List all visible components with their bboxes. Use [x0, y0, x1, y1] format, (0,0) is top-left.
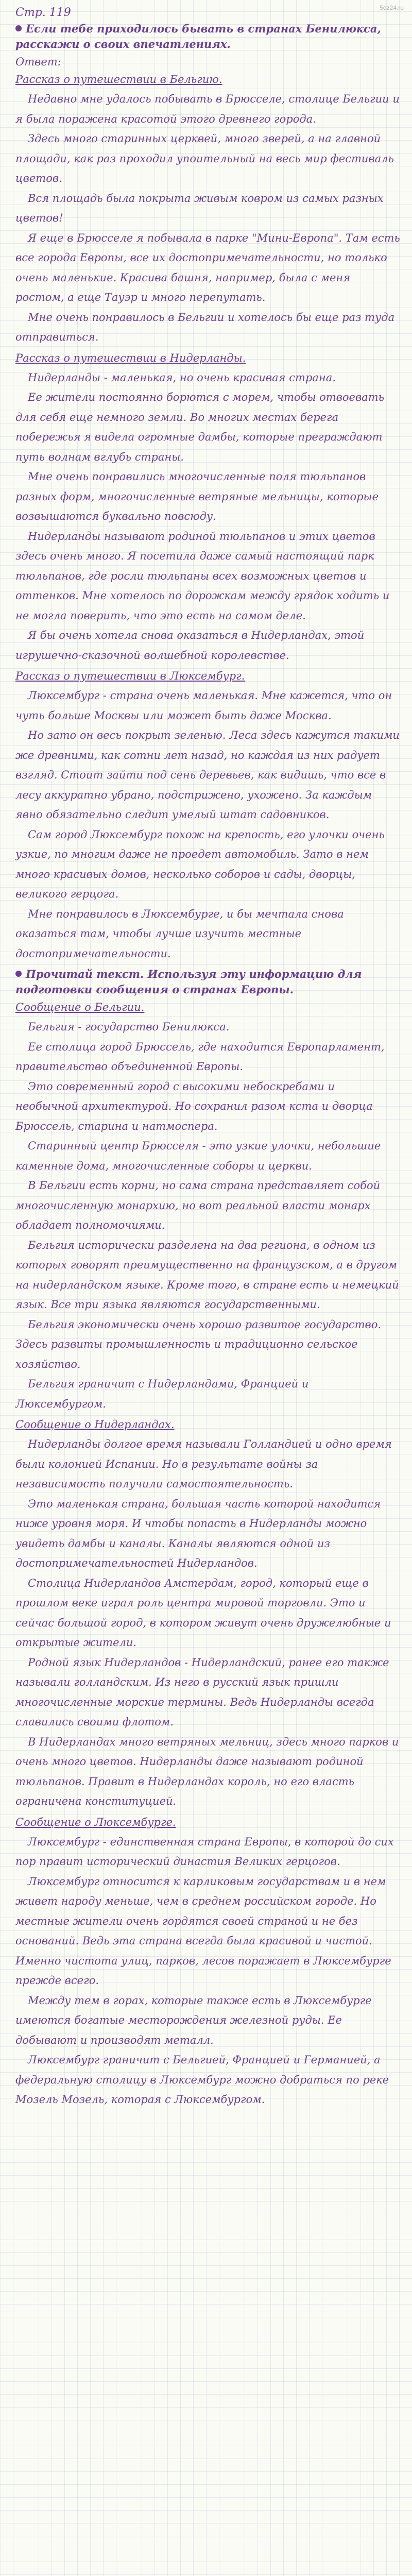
paragraph: Нидерланды называют родиной тюльпанов и этих цветов здесь очень много. Я посетила даже самый настоящий парк тюльпанов, где росли тюльпаны всех возможных цветов и оттенков. Мне хотелось по дорожкам между грядок ходить и не могла поверить, что это есть на самом деле. [15, 530, 390, 622]
task-question-1-text: Если тебе приходилось бывать в странах Бенилюкса, расскажи о своих впечатлениях. [15, 22, 381, 50]
answer-label: Ответ: [15, 56, 61, 68]
paragraph: Ее жители постоянно борются с морем, чтобы отвоевать для себя еще немного земли. Во многих местах берега побережья я видела огромные дамбы, которые преграждают путь волнам вглубь страны. [15, 391, 385, 463]
task2-sections [15, 999, 401, 2110]
paragraph: Бельгия граничит с Нидерландами, Францией и Люксембургом. [15, 1378, 309, 1410]
section [15, 1815, 401, 2110]
section [15, 999, 401, 1414]
section [15, 1417, 401, 1811]
paragraph: Люксембург - единственная страна Европы, в которой до сих пор правит исторический династия Великих герцогов. [15, 1835, 394, 1868]
section-heading: Рассказ о путешествии в Бельгию. [15, 73, 222, 86]
paragraph: Бельгия исторически разделена на два региона, в одном из которых говорят преимущественно на французском, а в другом на нидерландском языке. Кроме того, в стране есть и немецкий язык. Все три языка являются государственными. [15, 1239, 399, 1311]
paragraph: Нидерланды долгое время называли Голландией и одно время были колонией Испании. Но в результате войны за независимость получили самостоятельность. [15, 1438, 392, 1490]
paragraph: Мне понравилось в Люксембурге, и бы мечтала снова оказаться там, чтобы лучше изучить местные достопримечательности. [15, 907, 344, 960]
paragraph: Ее столица город Брюссель, где находится Европарламент, правительство объединенной Европы. [15, 1040, 385, 1073]
paragraph: Сам город Люксембург похож на крепость, его улочки очень узкие, по многим даже не проедет автомобиль. Зато в нем много красивых домов, несколько соборов и сады, дворцы, великого герцога. [15, 828, 385, 900]
paragraph: В Нидерландах много ветряных мельниц, здесь много парков и очень много цветов. Нидерланды даже называют родиной тюльпанов. Правит в Нидерландах король, но его власть ограничена конституцией. [15, 1735, 399, 1807]
paragraph: Это современный город с высокими небоскребами и необычной архитектурой. Но сохранил разом кста и дворца Брюссель, старина и натмоспера. [15, 1080, 373, 1132]
paragraph: Люксембург - страна очень маленькая. Мне кажется, что он чуть больше Москвы или может быть даже Москва. [15, 689, 392, 722]
paragraph: В Бельгии есть корни, но сама страна представляет собой многочисленную монархию, но вот реальной власти монарх обладает полномочиями. [15, 1179, 381, 1231]
paragraph: Столица Нидерландов Амстердам, город, который еще в прошлом веке играл роль центра мировой торговли. Это и сейчас большой город, в котором живут очень дружелюбные и открытые жители. [15, 1577, 391, 1649]
task1-sections [15, 72, 401, 963]
page-label: Стр. 119 [15, 6, 71, 19]
task-question-2-text: Прочитай текст. Используя эту информацию для подготовки сообщения о странах Европы. [15, 968, 362, 996]
paragraph: Мне очень понравились многочисленные поля тюльпанов разных форм, многочисленные ветряные мельницы, которые возвышаются буквально повсюду. [15, 470, 379, 522]
paragraph: Мне очень понравилось в Бельгии и хотелось бы еще раз туда отправиться. [15, 311, 395, 343]
section-heading: Сообщение о Люксембурге. [15, 1816, 176, 1828]
paragraph: Вся площадь была покрыта живым ковром из самых разных цветов! [15, 192, 384, 224]
paragraph: Но зато он весь покрыт зеленью. Леса здесь кажутся такими же древними, как сотни лет назад, но каждая из них радует взгляд. Стоит зайти под сень деревьев, как видишь, что все в лесу аккуратно убрано, подстрижено, ухожено. За каждым явно обязательно следит умелый штат садовников. [15, 729, 400, 821]
paragraph: Я бы очень хотела снова оказаться в Нидерландах, этой игрушечно-сказочной волшебной королевстве. [15, 629, 365, 662]
paragraph: Это маленькая страна, большая часть которой находится ниже уровня моря. И чтобы попасть в Нидерланды можно увидеть дамбы и каналы. Каналы являются одной из достопримечательностей Нидерландов. [15, 1497, 381, 1569]
section [15, 350, 401, 666]
paragraph: Родной язык Нидерландов - Нидерландский, ранее его также называли голландским. Из него в русский язык пришли многочисленные морские термины. Ведь Нидерланды всегда славились своими флотом. [15, 1656, 389, 1728]
section [15, 72, 401, 347]
task-question-2 [15, 967, 401, 997]
paragraph: Люксембург относится к карликовым государствам и в нем живет народу меньше, чем в среднем российском городе. Но местные жители очень гордятся своей страной и не без оснований. Ведь эта страна всегда была красивой и чистой. Именно чистота улиц, парков, лесов поражает в Люксембурге прежде всего. [15, 1875, 391, 1987]
paragraph: Бельгия экономически очень хорошо развитое государство. Здесь развиты промышленность и традиционно сельское хозяйство. [15, 1318, 382, 1370]
paragraph: Недавно мне удалось побывать в Брюсселе, столице Бельгии и я была поражена красотой этого древнего города. [15, 93, 400, 125]
task-question-1 [15, 21, 401, 52]
section-heading: Рассказ о путешествии в Люксембург. [15, 670, 245, 682]
section [15, 668, 401, 963]
section-heading: Рассказ о путешествии в Нидерланды. [15, 351, 246, 364]
paragraph: Я еще в Брюсселе я побывала в парке "Мини-Европа". Там есть все города Европы, все их достопримечательности, но только очень маленькие. Красива башня, например, была с меня ростом, а еще Тауэр и много перепутать. [15, 231, 400, 303]
paragraph: Люксембург граничит с Бельгией, Францией и Германией, а федеральную столицу в Люксембург можно добраться по реке Мозель Мозель, которая с Люксембургом. [15, 2054, 389, 2106]
section-heading: Сообщение о Бельгии. [15, 1001, 145, 1013]
paragraph: Нидерланды - маленькая, но очень красивая страна. [28, 371, 336, 384]
paragraph: Старинный центр Брюсселя - это узкие улочки, небольшие каменные дома, многочисленные соборы и церкви. [15, 1140, 381, 1172]
bullet-icon [15, 971, 22, 977]
paragraph: Бельгия - государство Бенилюкса. [28, 1021, 230, 1033]
watermark: 5dz24.ru [380, 4, 404, 11]
paragraph: Здесь много старинных церквей, много зверей, а на главной площади, как раз проходил упоительный на весь мир фестиваль цветов. [15, 132, 394, 184]
paragraph: Между тем в горах, которые также есть в Люксембурге имеются богатые месторождения железной руды. Ее добывают и производят металл. [15, 1994, 372, 2046]
section-heading: Сообщение о Нидерландах. [15, 1418, 175, 1431]
bullet-icon [15, 25, 22, 31]
